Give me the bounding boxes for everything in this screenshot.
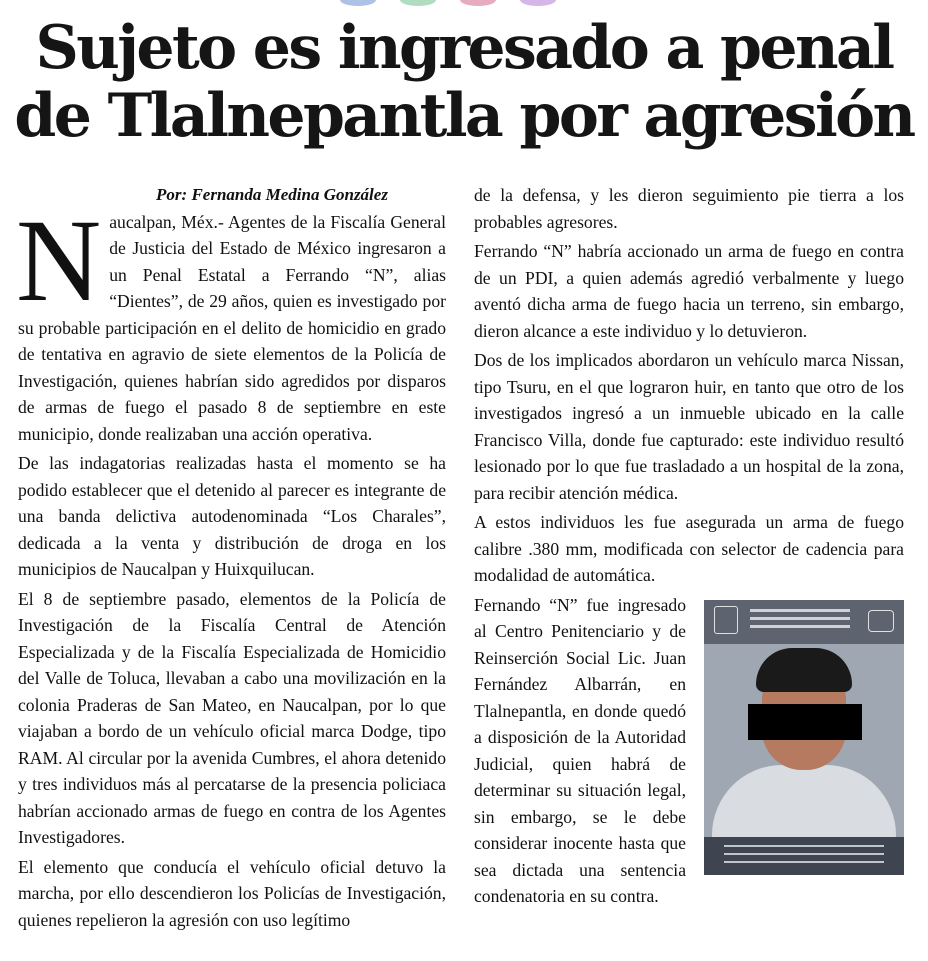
article-paragraph: Dos de los implicados abordaron un vehículo marca Nissan, tipo Tsuru, en el que lograron huir, en tanto que otro de los investigados ingresó a un inmueble ubicado en la calle Francisco Villa, donde fue capturado: este individuo resultó lesionado por lo que fue trasladado a un hospital de la zona, para recibir atención médica. bbox=[474, 350, 904, 503]
photo-disclaimer-banner bbox=[704, 837, 904, 875]
article-paragraph bbox=[474, 592, 904, 910]
state-crest-icon bbox=[714, 606, 738, 634]
top-color-strip bbox=[0, 0, 928, 8]
suspect-mugshot-photo bbox=[704, 600, 904, 875]
disclaimer-line bbox=[724, 861, 884, 863]
article-headline bbox=[14, 14, 914, 150]
article-paragraph: de la defensa, y les dieron seguimiento pie tierra a los probables agresores. bbox=[474, 185, 904, 232]
article-paragraph: El elemento que conducía el vehículo oficial detuvo la marcha, por ello descendieron los Policías de Investigación, quienes repelieron la agresión con uso legítimo bbox=[18, 856, 446, 930]
paragraph-text: Fernando “N” fue ingresado al Centro Penitenciario y de Reinserción Social Lic. Juan Fernández Albarrán, en Tlalnepantla, en donde quedó a disposición de la Autoridad Judicial, quien habrá de determinar su situación legal, sin embargo, se le debe considerar inocente hasta que sea dictada una sentencia condenatoria en su contra. bbox=[474, 594, 686, 906]
article-paragraph: Ferrando “N” habría accionado un arma de fuego en contra de un PDI, a quien además agredió verbalmente y luego aventó dicha arma de fuego hacia un terreno, sin embargo, dieron alcance a este individuo y lo detuvieron. bbox=[474, 241, 904, 341]
article-paragraph: A estos individuos les fue asegurada un arma de fuego calibre .380 mm, modificada con selector de cadencia para modalidad de automática. bbox=[474, 512, 904, 585]
banner-text-lines bbox=[750, 609, 850, 612]
headline-line-2: de Tlalnepantla por agresión bbox=[14, 81, 914, 151]
headline-line-1: Sujeto es ingresado a penal bbox=[35, 13, 893, 83]
disclaimer-line bbox=[724, 845, 884, 847]
article-paragraph: De las indagatorias realizadas hasta el momento se ha podido establecer que el detenido al parecer es integrante de una banda delictiva autodenominada “Los Charales”, dedicada a la venta y distribución de droga en los municipios de Naucalpan y Huixquilucan. bbox=[18, 453, 446, 579]
fgj-logo-icon bbox=[868, 610, 894, 632]
drop-cap: N bbox=[16, 194, 102, 326]
article-column-right bbox=[474, 182, 904, 913]
article-paragraph: El 8 de septiembre pasado, elementos de la Policía de Investigación de la Fiscalía Central de Atención Especializada y de la Fiscalía Especializada de Homicidio del Valle de Toluca, llevaban a cabo una movilización en la colonia Praderas de San Mateo, en Naucalpan, por lo que viajaban a bordo de un vehículo oficial marca Dodge, tipo RAM. Al circular por la avenida Cumbres, el ahora detenido y tres individuos más al percatarse de la presencia policiaca habrían accionado armas de fuego en contra de los Agentes Investigadores. bbox=[18, 588, 446, 847]
article-column-left bbox=[18, 182, 446, 936]
privacy-censor-bar bbox=[748, 704, 862, 740]
paragraph-text: aucalpan, Méx.- Agentes de la Fiscalía General de Justicia del Estado de México ingresaron a un Penal Estatal a Ferrando “N”, alias “Dientes”, de 29 años, quien es investigado por su probable participación en el delito de homicidio en grado de tentativa en agravio de siete elementos de la Policía de Investigación, quienes habrían sido agredidos por disparos de armas de fuego el pasado 8 de septiembre en este municipio, donde realizaban una acción operativa. bbox=[18, 211, 446, 444]
photo-hair bbox=[756, 648, 852, 692]
disclaimer-line bbox=[724, 853, 884, 855]
photo-header-banner bbox=[704, 600, 904, 644]
suspect-photo-wrapper bbox=[704, 600, 904, 875]
byline: Por: Fernanda Medina González bbox=[156, 185, 388, 204]
